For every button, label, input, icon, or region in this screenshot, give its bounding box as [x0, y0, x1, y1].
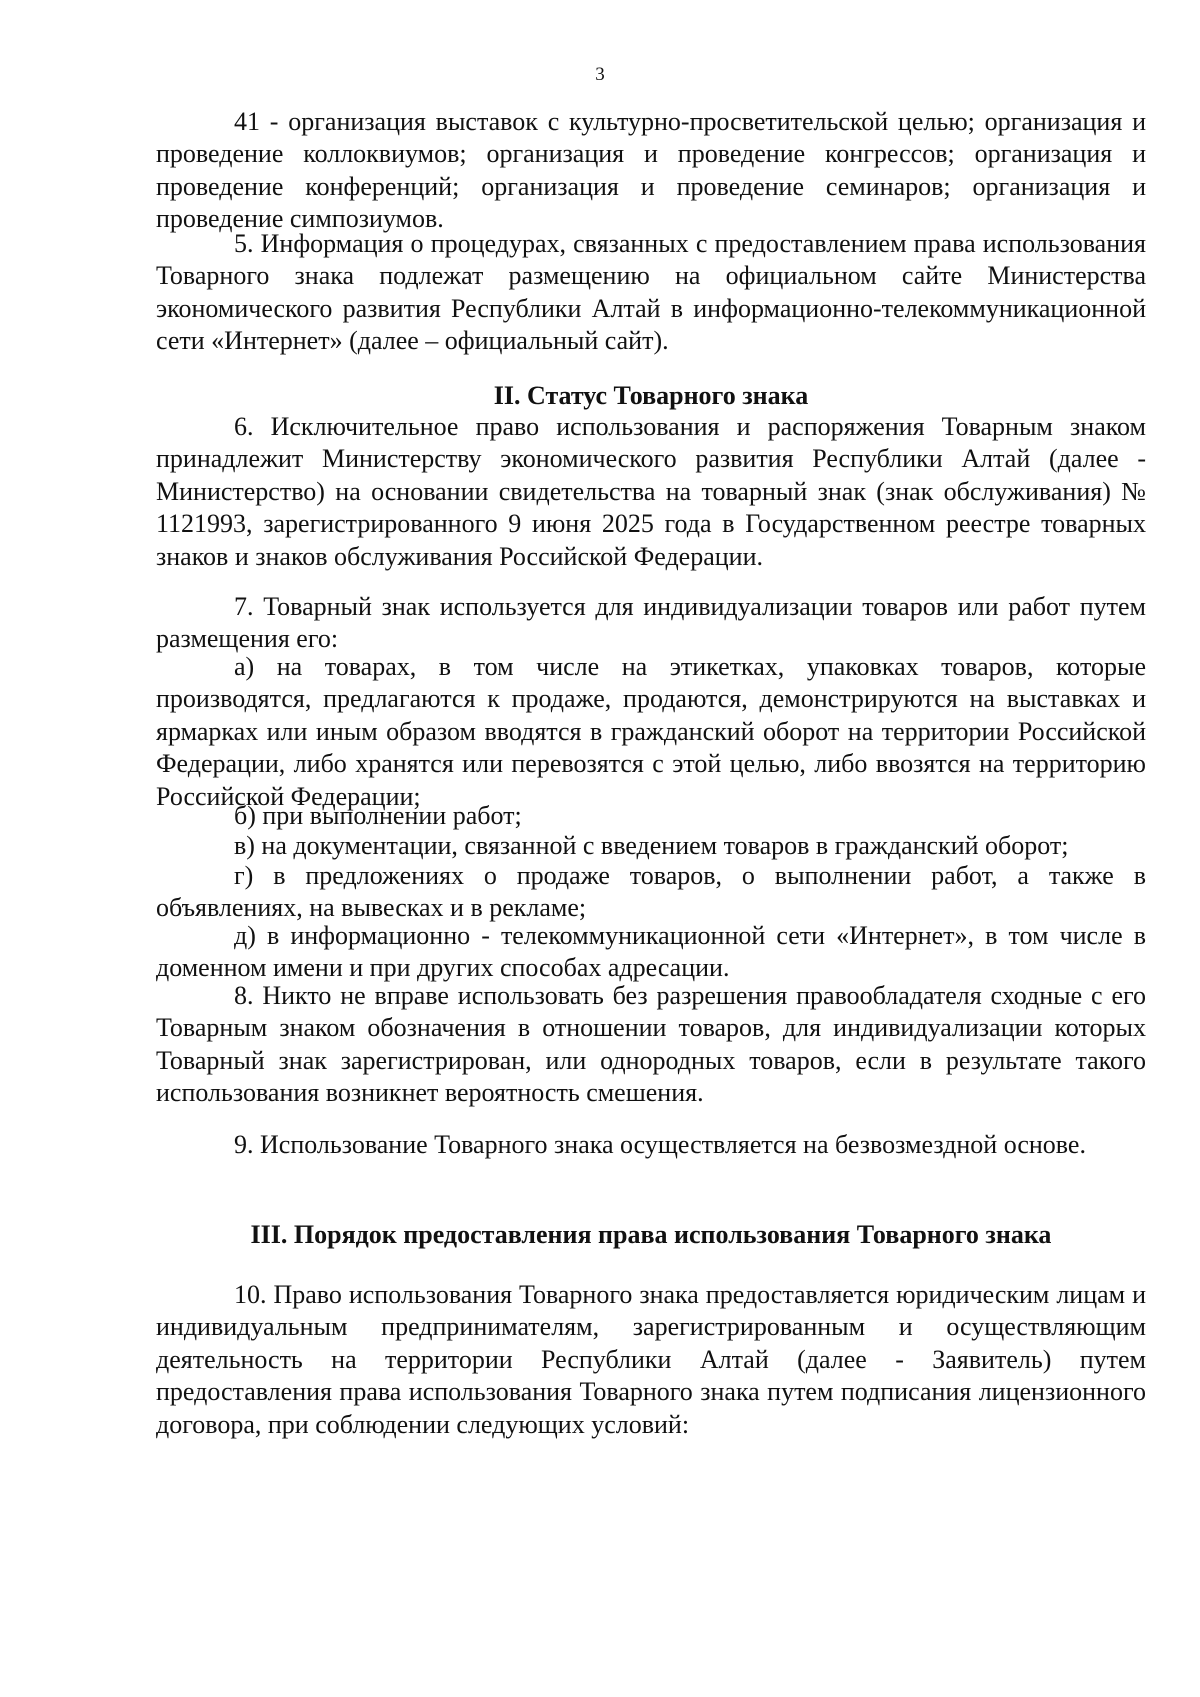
paragraph-7: 7. Товарный знак используется для индивидуализации товаров или работ путем размещения его: — [156, 592, 1146, 654]
paragraph-7b: б) при выполнении работ; — [234, 801, 522, 830]
paragraph-7d: д) в информационно - телекоммуникационной сети «Интернет», в том числе в доменном имени и при других способах адресации. — [156, 921, 1146, 983]
section-heading-2: II. Статус Товарного знака — [493, 381, 809, 410]
paragraph-6: 6. Исключительное право использования и распоряжения Товарным знаком принадлежит Министерству экономического развития Республики Алтай (далее - Министерство) на основании свидетельства на товарный знак (знак обслуживания) № 1121993, зарегистрированного 9 июня 2025 года в Государственном реестре товарных знаков и знаков обслуживания Российской Федерации. — [156, 412, 1146, 571]
paragraph-9: 9. Использование Товарного знака осуществляется на безвозмездной основе. — [234, 1130, 1086, 1159]
paragraph-7g: г) в предложениях о продаже товаров, о выполнении работ, а также в объявлениях, на вывесках и в рекламе; — [156, 861, 1146, 923]
paragraph-41: 41 - организация выставок с культурно-просветительской целью; организация и проведение коллоквиумов; организация и проведение конгрессов; организация и проведение конференций; организация и проведение семинаров; организация и проведение симпозиумов. — [156, 107, 1146, 234]
paragraph-10: 10. Право использования Товарного знака предоставляется юридическим лицам и индивидуальным предпринимателям, зарегистрированным и осуществляющим деятельность на территории Республики Алтай (далее - Заявитель) путем предоставления права использования Товарного знака путем подписания лицензионного договора, при соблюдении следующих условий: — [156, 1280, 1146, 1439]
paragraph-7a: а) на товарах, в том числе на этикетках, упаковках товаров, которые производятся, предлагаются к продаже, продаются, демонстрируются на выставках и ярмарках или иным образом вводятся в гражданский оборот на территории Российской Федерации, либо хранятся или перевозятся с этой целью, либо ввозятся на территорию Российской Федерации; — [156, 652, 1146, 811]
page-number: 3 — [595, 64, 605, 85]
paragraph-5: 5. Информация о процедурах, связанных с предоставлением права использования Товарного знака подлежат размещению на официальном сайте Министерства экономического развития Республики Алтай в информационно-телекоммуникационной сети «Интернет» (далее – официальный сайт). — [156, 229, 1146, 356]
paragraph-8: 8. Никто не вправе использовать без разрешения правообладателя сходные с его Товарным знаком обозначения в отношении товаров, для индивидуализации которых Товарный знак зарегистрирован, или однородных товаров, если в результате такого использования возникнет вероятность смешения. — [156, 981, 1146, 1108]
paragraph-7v: в) на документации, связанной с введением товаров в гражданский оборот; — [234, 831, 1069, 860]
section-heading-3: III. Порядок предоставления права использования Товарного знака — [250, 1220, 1052, 1249]
